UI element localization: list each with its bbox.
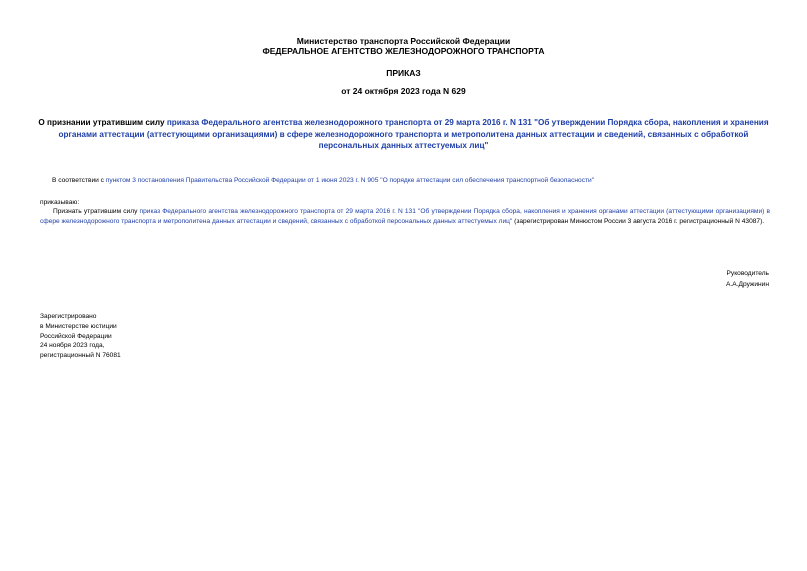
registration-line: в Министерстве юстиции [40, 322, 117, 330]
ministry-name: Министерство транспорта Российской Федерации [296, 36, 511, 46]
order-prefix: Признать утратившим силу [53, 208, 140, 215]
order-link[interactable]: приказ Федерального агентства железнодорожного транспорта от 29 марта 2016 г. N 131 "Об утверждении Порядка сбора, накопления и хранения органами аттестации (аттестующими организациями) в сфере железнодорожного транспорта и метрополитена данных аттестации и сведений, связанных с обработкой персональных данных аттестуемых лиц" [40, 208, 770, 225]
signer-position: Руководитель [726, 270, 769, 277]
order-paragraph [40, 207, 770, 226]
title-prefix: О признании утратившим силу [38, 118, 167, 127]
title-link[interactable]: приказа Федерального агентства железнодорожного транспорта от 29 марта 2016 г. N 131 "Об утверждении Порядка сбора, накопления и хранения органами аттестации (аттестующими организациями) в сфере железнодорожного транспорта и метрополитена данных аттестации и сведений, связанных с обработкой персональных данных аттестуемых лиц" [58, 118, 769, 150]
document-date-number: от 24 октября 2023 года N 629 [341, 86, 466, 96]
order-suffix: (зарегистрирован Минюстом России 3 августа 2016 г. регистрационный N 43087). [512, 217, 765, 225]
document-title [36, 117, 771, 152]
agency-name: ФЕДЕРАЛЬНОЕ АГЕНТСТВО ЖЕЛЕЗНОДОРОЖНОГО ТРАНСПОРТА [262, 46, 545, 56]
preamble-link[interactable]: пунктом 3 постановления Правительства Российской Федерации от 1 июня 2023 г. N 905 "О порядке аттестации сил обеспечения транспортной безопасности" [105, 177, 595, 184]
order-word: приказываю: [40, 199, 80, 206]
registration-line: регистрационный N 76081 [40, 352, 121, 360]
registration-line: Зарегистрировано [40, 313, 97, 320]
signer-name: А.А.Дружинин [726, 280, 769, 288]
document-type: ПРИКАЗ [386, 68, 421, 78]
registration-line: 24 ноября 2023 года, [40, 342, 105, 350]
registration-line: Российской Федерации [40, 332, 112, 340]
preamble-paragraph [52, 176, 772, 186]
signature-block [569, 269, 769, 290]
preamble-prefix: В соответствии с [52, 177, 106, 184]
registration-block [40, 312, 290, 361]
